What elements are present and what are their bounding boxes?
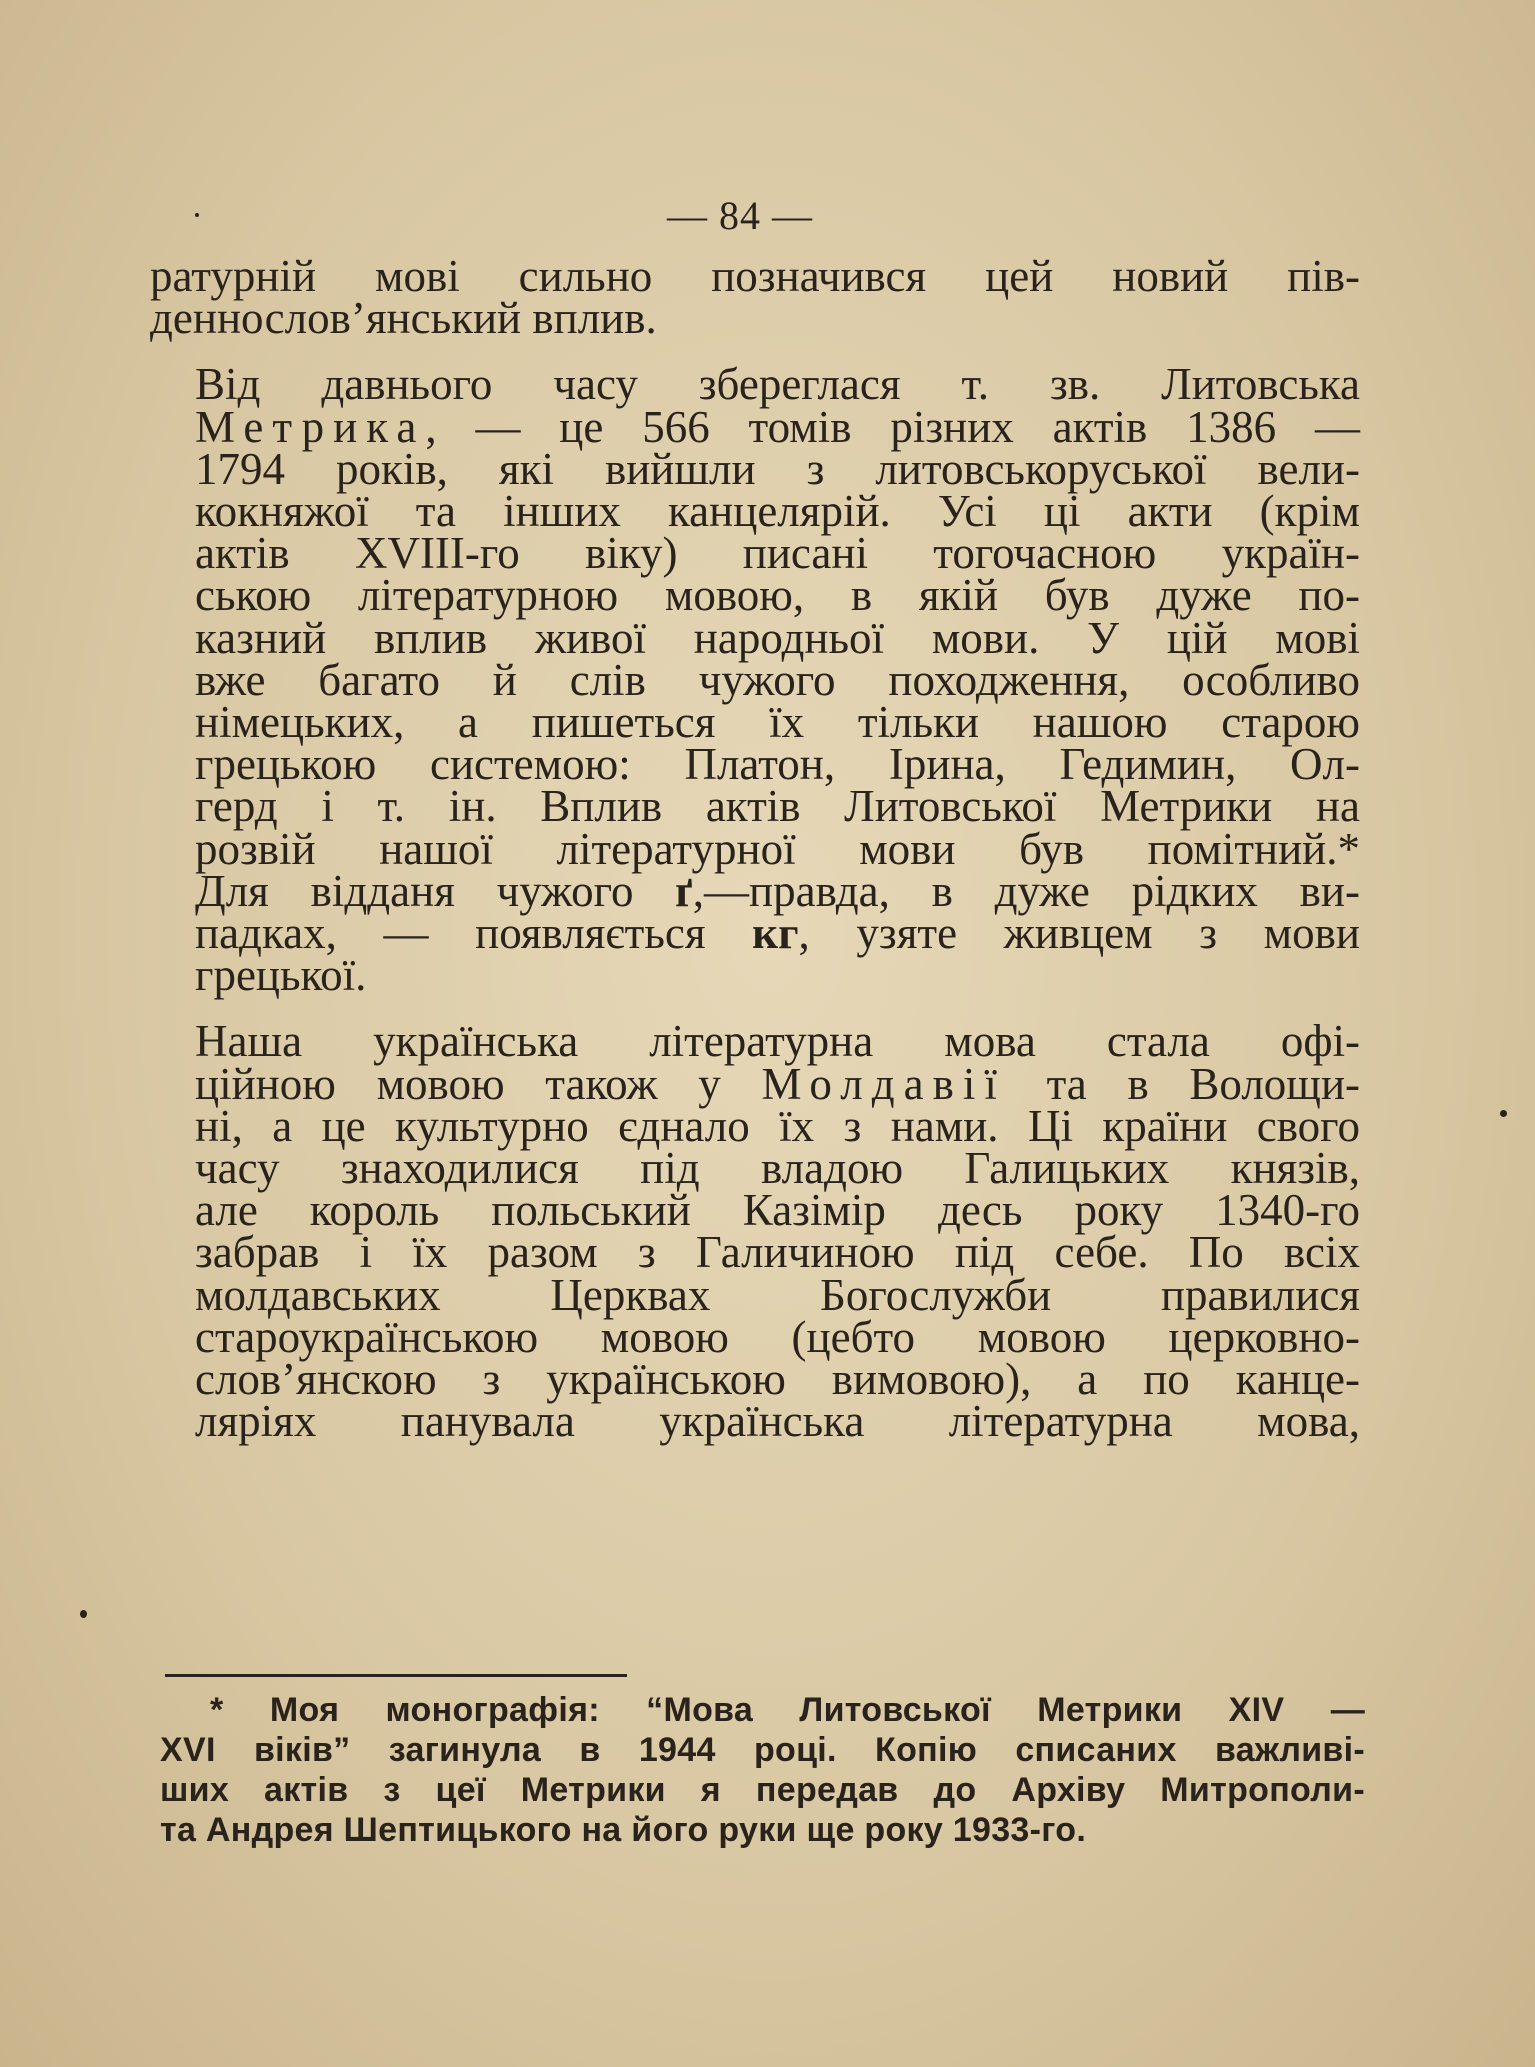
ink-speck — [195, 213, 199, 217]
text-line: актів XVIII-го віку) писані тогочасною україн- — [195, 528, 1360, 579]
text-line: ською літературною мовою, в якій був дуже по- — [195, 570, 1360, 621]
paragraph-3 — [150, 1016, 1361, 1447]
text-line: Наша українська літературна мова стала офі- — [195, 1016, 1360, 1067]
text-line-metryka: Метрика, — це 566 томів різних актів 1386 — — [195, 401, 1360, 452]
body-text — [150, 251, 1361, 1447]
text-line: деннослов’янський вплив. — [150, 293, 657, 344]
text-line: молдавських Церквах Богослужби правилися — [195, 1269, 1360, 1320]
text-line: грецькою системою: Платон, Ірина, Гедимин, Ол- — [195, 739, 1360, 790]
text-line: слов’янскою з українською вимовою), а по канце- — [195, 1354, 1360, 1405]
footnote-line: * Моя монографія: “Мова Литовської Метрики XIV — — [210, 1691, 1365, 1729]
footnote-divider — [165, 1674, 627, 1677]
paragraph-1 — [150, 251, 1360, 344]
footnote-line: ших актів з цеї Метрики я передав до Архіву Митрополи- — [160, 1771, 1365, 1809]
text-line: 1794 років, які вийшли з литовськоруської вели- — [195, 443, 1360, 494]
text-line: кокняжої та інших канцелярій. Усі ці акти (крім — [195, 486, 1360, 537]
text-line: староукраїнською мовою (цебто мовою церковно- — [195, 1311, 1360, 1362]
footnote — [160, 1690, 1365, 1850]
text-line: ляріях панувала українська літературна мова, — [195, 1396, 1360, 1447]
footnote-line: та Андрея Шептицького на його руки ще року 1933-го. — [160, 1811, 1087, 1849]
footnote-line: XVI віків” загинула в 1944 році. Копію списаних важливі- — [160, 1731, 1365, 1769]
text-line-kg: падках, — появляється кг, узяте живцем з мови — [195, 908, 1360, 959]
text-line: герд і т. ін. Вплив актів Литовської Метрики на — [195, 781, 1360, 832]
ink-speck — [1500, 1110, 1507, 1117]
text-line: часу знаходилися під владою Галицьких князів, — [195, 1143, 1360, 1194]
text-line: але король польський Казімір десь року 1340-го — [195, 1185, 1360, 1236]
emphasis-g: ґ — [675, 865, 693, 916]
text-line: вже багато й слів чужого походження, особливо — [195, 654, 1360, 705]
text-line-moldavia: ційною мовою також у Молдавії та в Волощи- — [195, 1058, 1361, 1109]
emphasis-metryka: Метрика — [195, 401, 426, 452]
text-line: Від давнього часу збереглася т. зв. Литовська — [195, 359, 1360, 410]
text-line-g: Для відданя чужого ґ,—правда, в дуже рідких ви- — [195, 865, 1360, 916]
emphasis-moldavia: Молдавії — [761, 1058, 1006, 1109]
text-line: розвій нашої літературної мови був помітний.* — [195, 823, 1360, 874]
ink-speck — [80, 1610, 87, 1618]
text-line: німецьких, а пишеться їх тільки нашою старою — [195, 697, 1360, 748]
text-line: забрав і їх разом з Галичиною під себе. По всіх — [195, 1227, 1360, 1278]
text-line: казний вплив живої народньої мови. У цій мові — [195, 612, 1360, 663]
paragraph-2 — [150, 359, 1360, 1001]
text-line: ні, а це культурно єднало їх з нами. Ці країни свого — [195, 1100, 1360, 1151]
text-line: грецької. — [195, 950, 367, 1001]
text-line: ратурній мові сильно позначився цей новий пів- — [150, 251, 1360, 301]
page-number: — 84 — — [667, 193, 813, 238]
emphasis-kg: кг — [752, 908, 799, 959]
